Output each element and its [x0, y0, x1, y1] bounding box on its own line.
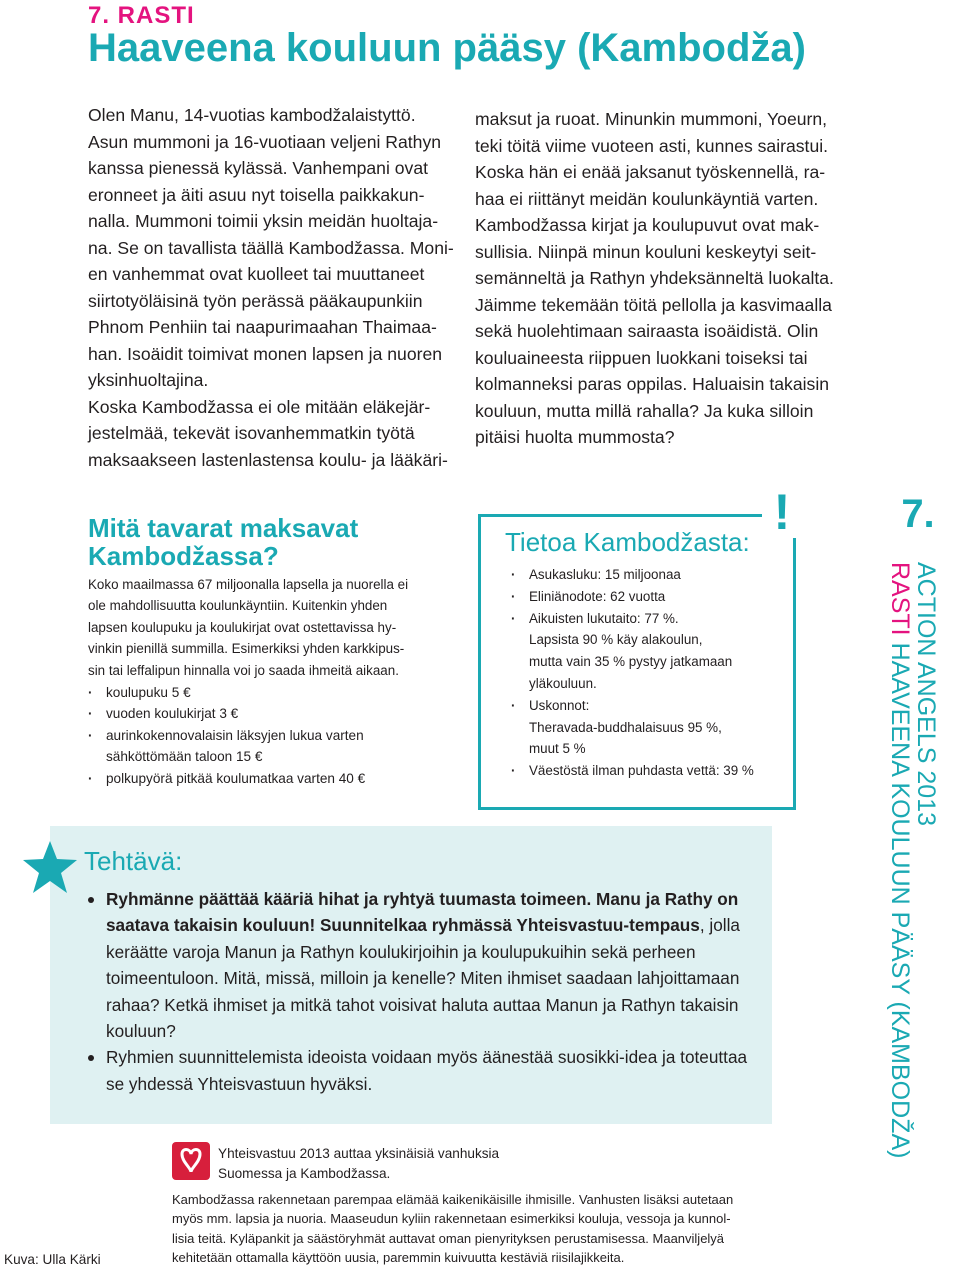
- list-item: · aurinkokennovalaisin läksyjen lukua varten sähköttömään taloon 15 €: [88, 725, 468, 768]
- task-heading: Tehtävä:: [84, 846, 183, 876]
- yhteisvastuu-logo-icon: [172, 1142, 210, 1180]
- task-item-text: , jolla keräätte varoja Manun ja Rathyn koulukirjoihin ja koulupukuihin sekä perheen toimeentuloon. Mitä, missä, milloin ja kenelle? Miten ihmiset saadaan lahjoittamaan rahaa? Ketkä ihmiset ja mitkä tahot voisivat haluta auttaa Manun ja Rathyn takaisin kouluun?: [106, 915, 740, 1042]
- story-left-column: [88, 102, 468, 473]
- list-item: · vuoden koulukirjat 3 €: [88, 703, 468, 724]
- side-line-title: [888, 562, 912, 1158]
- photo-credit: Kuva: Ulla Kärki: [4, 1252, 101, 1267]
- rasti-kicker: 7. RASTI: [88, 2, 195, 29]
- footer-body: Kambodžassa rakennetaan parempaa elämää kaikenikäisille ihmisille. Vanhusten lisäksi autetaan myös mm. lapsia ja nuoria. Maaseudun kyliin rakennetaan esimerkiksi kouluja, vessoja ja kunnol- lisia teitä. Kyläpankit ja säästöryhmät auttavat oman pienyrityksen perustamisessa. Maanviljelyä kehitetään ottamalla käyttöön uusia, paremmin kuivuutta kestäviä riisilajikkeita.: [172, 1192, 734, 1266]
- side-number: 7.: [901, 492, 935, 536]
- costs-intro: Koko maailmassa 67 miljoonalla lapsella ja nuorella ei ole mahdollisuutta koulunkäyntiin. Kuitenkin yhden lapsen koulupuku ja koulukirjat ovat ostettavissa hy- vinkin pienillä summilla. Esimerkiksi yhden karkkipus- sin tai leffalipun hinnalla voi jo saada ihmeitä aikaan.: [88, 577, 409, 678]
- story-paragraph: maksut ja ruoat. Minunkin mummoni, Yoeurn, teki töitä viime vuoteen asti, kunnes sairastui. Koska hän ei enää jaksanut työskennellä, ra- haa ei riittänyt meidän koulunkäyntiä varten. Kambodžassa kirjat ja koulupuvut ovat mak- sullisia. Niinpä minun kouluni keskeytyi seit- semänneltä ja Rathyn yhdeksänneltä luokalta. Jäimme tekemään töitä pellolla ja kasvimaalla sekä huolehtimaan sairaasta isoäidistä. Olin kouluaineesta riippuen luokkani toiseksi tai kolmanneksi paras oppilas. Haluaisin takaisin kouluun, mutta millä rahalla? Ja kuka silloin pitäisi huolta mummosta?: [475, 109, 834, 447]
- side-vertical-title: [888, 562, 938, 1158]
- costs-list: [88, 682, 468, 789]
- star-icon: [22, 840, 78, 894]
- list-item: · Asukasluku: 15 miljoonaa: [503, 564, 793, 586]
- list-item: · Uskonnot: Theravada-buddhalaisuus 95 %, muut 5 %: [503, 695, 793, 760]
- facts-heading: Tietoa Kambodžasta:: [505, 527, 756, 558]
- side-title-text: HAAVEENA KOULUUN PÄÄSY (KAMBODŽA): [886, 635, 914, 1159]
- task-item-bold: Ryhmänne päättää kääriä hihat ja ryhtyä tuumasta toimeen. Manu ja Rathy on saatava takaisin kouluun! Suunnitelkaa ryhmässä Yhteisvastuu-tempaus: [106, 889, 739, 936]
- list-item: · Eliniänodote: 62 vuotta: [503, 586, 793, 608]
- costs-heading: Mitä tavarat maksavat Kambodžassa?: [88, 513, 359, 571]
- side-rasti-label: RASTI: [886, 562, 914, 636]
- list-item: · koulupuku 5 €: [88, 682, 468, 703]
- facts-list: [503, 564, 793, 782]
- footer-title: Yhteisvastuu 2013 auttaa yksinäisiä vanhuksia Suomessa ja Kambodžassa.: [218, 1146, 500, 1181]
- task-item: [84, 1044, 754, 1097]
- page-title: Haaveena kouluun pääsy (Kambodža): [88, 26, 806, 70]
- side-line-brand: ACTION ANGELS 2013: [912, 562, 940, 827]
- task-list: [84, 886, 754, 1097]
- story-paragraph: Koska Kambodžassa ei ole mitään eläkejär- jestelmää, tekevät isovanhemmatkin työtä maksaakseen lastenlastensa koulu- ja lääkäri-: [88, 396, 448, 470]
- list-item: · Väestöstä ilman puhdasta vettä: 39 %: [503, 760, 793, 782]
- story-right-column: [475, 106, 860, 451]
- list-item: · polkupyörä pitkää koulumatkaa varten 40 €: [88, 768, 468, 789]
- task-item: [84, 886, 754, 1044]
- task-item-text: Ryhmien suunnittelemista ideoista voidaan myös äänestää suosikki-idea ja toteuttaa se yhdessä Yhteisvastuun hyväksi.: [106, 1047, 748, 1094]
- list-item: · Aikuisten lukutaito: 77 %. Lapsista 90 % käy alakoulun, mutta vain 35 % pystyy jatkamaan yläkouluun.: [503, 608, 793, 695]
- story-paragraph: Olen Manu, 14-vuotias kambodžalaistyttö. Asun mummoni ja 16-vuotiaan veljeni Rathyn kanssa pienessä kylässä. Vanhempani ovat eronneet ja äiti asuu nyt toisella paikkakun- nalla. Mummoni toimii yksin meidän huoltaja- na. Se on tavallista täällä Kambodžassa. Moni- en vanhemmat ovat kuolleet tai muuttaneet siirtotyöläisinä työn perässä pääkaupunkiin Phnom Penhiin tai naapurimaahan Thaimaa- han. Isoäidit toimivat monen lapsen ja nuoren yksinhuoltajina.: [88, 105, 454, 390]
- exclamation-icon: !: [762, 486, 802, 538]
